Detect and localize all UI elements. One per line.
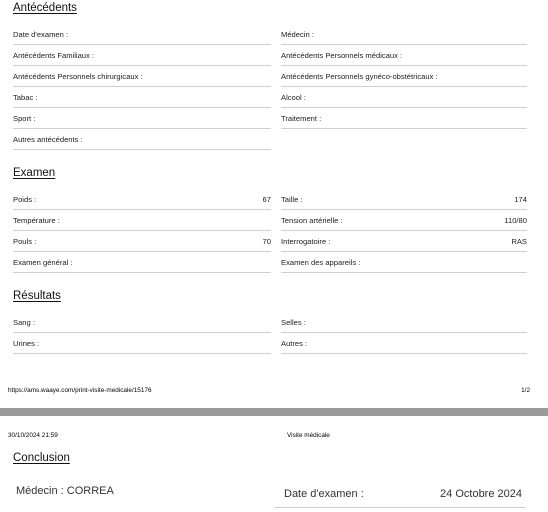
print-page-number: 1/2 (521, 387, 530, 394)
field-examen-general: Examen général : (13, 252, 271, 273)
antecedents-title: Antécédents (13, 2, 77, 14)
field-medecin: Médecin : (281, 24, 527, 45)
print-footer-url: https://ams.waaye.com/print-visite-medicale/15176 (8, 387, 152, 394)
field-examen-appareils: Examen des appareils : (281, 252, 527, 273)
date-value: 24 Octobre 2024 (440, 488, 522, 500)
field-antecedents-chirurgicaux: Antécédents Personnels chirurgicaux : (13, 66, 271, 87)
examen-title: Examen (13, 167, 56, 179)
field-sport: Sport : (13, 108, 271, 129)
resultats-title: Résultats (13, 290, 61, 302)
field-taille: Taille : 174 (281, 189, 527, 210)
field-alcool: Alcool : (281, 87, 527, 108)
page-break-divider (0, 408, 548, 416)
field-tension-arterielle: Tension artérielle : 110/80 (281, 210, 527, 231)
field-selles: Selles : (281, 312, 527, 333)
field-antecedents-familiaux: Antécédents Familiaux : (13, 45, 271, 66)
field-antecedents-medicaux: Antécédents Personnels médicaux : (281, 45, 527, 66)
print-header-datetime: 30/10/2024 21:59 (8, 432, 58, 439)
field-interrogatoire: Interrogatoire : RAS (281, 231, 527, 252)
field-date-examen: Date d'examen : (13, 24, 271, 45)
conclusion-title: Conclusion (13, 452, 70, 464)
field-temperature: Température : (13, 210, 271, 231)
field-pouls: Pouls : 70 (13, 231, 271, 252)
field-tabac: Tabac : (13, 87, 271, 108)
field-poids: Poids : 67 (13, 189, 271, 210)
field-sang: Sang : (13, 312, 271, 333)
field-antecedents-gyneco: Antécédents Personnels gynéco-obstétricaux : (281, 66, 527, 87)
field-autres: Autres : (281, 333, 527, 354)
field-autres-antecedents: Autres antécédents : (13, 129, 271, 150)
conclusion-medecin: Médecin : CORREA (16, 485, 114, 497)
print-header-title: Visite médicale (287, 432, 330, 439)
field-urines: Urines : (13, 333, 271, 354)
conclusion-date-examen (274, 481, 526, 508)
field-traitement: Traitement : (281, 108, 527, 129)
date-label: Date d'examen : (284, 488, 364, 500)
